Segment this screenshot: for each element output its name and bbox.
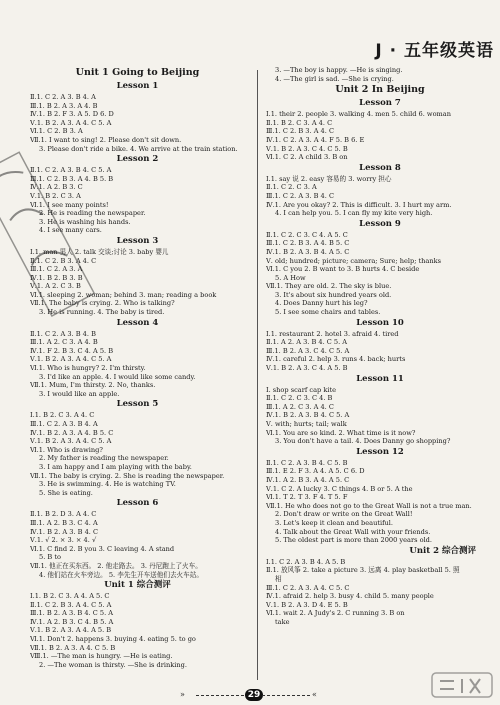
watermark-logo-icon	[430, 671, 494, 699]
answer-line: Ⅰ.1. say 说 2. easy 容易的 3. worry 担心	[266, 174, 392, 183]
footer-dash-right	[262, 695, 310, 696]
answer-line: Ⅶ.1. B 2. A 3. A 4. C 5. B	[30, 643, 116, 652]
answer-line: 3. He is washing his hands.	[39, 217, 131, 226]
section-heading: Lesson 7	[359, 98, 401, 109]
answer-line: Ⅲ.1. B 2. A 3. B 4. C 5. A	[30, 609, 114, 618]
answer-line: 2. —The woman is thirsty. —She is drinking.	[39, 660, 187, 669]
answer-line: Ⅳ.1. C 2. A 3. A 4. F 5. B 6. E	[266, 135, 365, 144]
answer-line: Ⅳ.1. B 2. A 3. B 4. C	[30, 527, 99, 536]
answer-column-right	[266, 66, 494, 626]
answer-line: Ⅶ.1. Mum, I'm thirsty. 2. No, thanks.	[30, 381, 156, 390]
answer-line: 4. I can help you. 5. I can fly my kite very high.	[275, 209, 433, 218]
answer-line: Ⅰ.1. B 2. C 3. A 4. A 5. C	[30, 592, 110, 601]
answer-line: 3. I am happy and I am playing with the baby.	[39, 462, 192, 471]
answer-line: Ⅴ.1. B 2. A 3. D 4. E 5. B	[266, 600, 348, 609]
unit-heading: Unit 2 In Beijing	[335, 84, 425, 96]
answer-line: Ⅴ.1. B 2. A 3. A 4. C 5. A	[30, 118, 112, 127]
answer-line: Ⅲ.1. A 2. C 3. A 4. C	[266, 402, 334, 411]
answer-line: Ⅲ.1. B 2. A 3. A 4. B	[30, 101, 98, 110]
answer-line: Ⅵ.1. Who is drawing?	[30, 445, 103, 454]
answer-line: Ⅳ.1. A 2. B 3. A 4. A 5. C	[266, 475, 350, 484]
answer-line: Ⅳ.1. afraid 2. help 3. busy 4. child 5. many people	[266, 592, 434, 601]
answer-line: Ⅶ.1. The baby is crying. 2. Who is talking?	[30, 299, 175, 308]
answer-line: Ⅵ.1. C find 2. B you 3. C leaving 4. A stand	[30, 544, 175, 553]
answer-line: 2. My father is reading the newspaper.	[39, 454, 169, 463]
answer-line: Ⅰ.1. their 2. people 3. walking 4. men 5. child 6. woman	[266, 110, 451, 119]
answer-line: Ⅲ.1. A 2. B 3. C 4. A	[30, 518, 98, 527]
answer-line: Ⅴ.1. √ 2. × 3. × 4. √	[30, 536, 97, 545]
answer-line: 5. I see some chairs and tables.	[275, 308, 381, 317]
answer-line: Ⅵ.1. T 2. T 3. F 4. T 5. F	[266, 493, 348, 502]
answer-line: Ⅳ.1. Are you okay? 2. This is difficult. 3. I hurt my arm.	[266, 200, 452, 209]
answer-line: Ⅲ.1. A 2. C 3. A 4. B	[30, 338, 98, 347]
answer-line: 2. He is reading the newspaper.	[39, 209, 146, 218]
answer-line: take	[275, 617, 290, 626]
answer-line: Ⅴ.1. B 2. A 3. A 4. A 5. B	[30, 626, 112, 635]
answer-line: 3. You don't have a tail. 4. Does Danny go shopping?	[275, 437, 451, 446]
answer-line: Ⅳ.1. F 2. B 3. C 4. A 5. B	[30, 346, 114, 355]
page-number: 29	[245, 689, 263, 701]
page-header	[0, 0, 500, 66]
answer-line: 4. 他们站在火车旁边。 5. 李先生开车送他们去火车站。	[39, 570, 203, 579]
answer-line: 相	[275, 574, 282, 583]
answer-line: Ⅵ.1. Don't 2. happens 3. buying 4. eating 5. to go	[30, 635, 196, 644]
answer-line: Ⅱ.1. A 2. A 3. B 4. C 5. A	[266, 338, 348, 347]
answer-line: Ⅱ.1. C 2. B 3. A 4. C	[30, 256, 97, 265]
answer-line: Ⅲ.1. B 2. A 3. C 4. C 5. A	[266, 346, 350, 355]
answer-line: 4. Talk about the Great Wall with your friends.	[275, 527, 431, 536]
answer-line: 5. A How	[275, 273, 306, 282]
section-heading: Lesson 11	[356, 373, 404, 384]
section-heading: Lesson 9	[359, 218, 401, 229]
answer-column-left	[30, 66, 245, 669]
answer-line: Ⅵ.1. wait 2. A Judy's 2. C running 3. B on	[266, 609, 405, 618]
answer-line: Ⅱ.1. C 2. C 3. C 4. B	[266, 394, 333, 403]
answer-line: Ⅱ.1. 放风筝 2. take a picture 3. 远离 4. play basketball 5. 照	[266, 566, 460, 575]
section-heading: Lesson 10	[356, 317, 404, 328]
answer-line: 2. Don't draw or write on the Great Wall!	[275, 510, 413, 519]
section-heading: Unit 1 综合测评	[104, 580, 171, 591]
page-footer	[0, 690, 500, 702]
answer-line: Ⅴ. old; hundred; picture; camera; Sure; help; thanks	[266, 256, 441, 265]
section-heading: Lesson 2	[116, 154, 159, 165]
answer-line: Ⅷ.1. —The man is hungry. —He is eating.	[30, 652, 173, 661]
section-heading: Lesson 8	[359, 162, 401, 173]
answer-line: Ⅴ.1. B 2. A 3. A 4. C 5. A	[30, 437, 112, 446]
answer-line: Ⅱ.1. C 2. A 3. B 4. B	[30, 329, 96, 338]
page-title: J · 五年级英语	[375, 41, 494, 61]
answer-line: Ⅳ.1. B 2. A 3. B 4. C 5. A	[266, 411, 350, 420]
answer-line: Ⅳ.1. A 2. B 3. C	[30, 183, 83, 192]
answer-line: Ⅱ.1. C 2. A 3. B 4. C 5. A	[30, 166, 112, 175]
footer-right-arrows: «	[312, 690, 317, 699]
answer-line: Ⅳ.1. careful 2. help 3. runs 4. back; hurts	[266, 355, 406, 364]
answer-line: Ⅴ.1. B 2. A 3. C 4. A 5. B	[266, 364, 348, 373]
answer-line: 3. He is running. 4. The baby is tired.	[39, 308, 165, 317]
answer-line: Ⅵ.1. I see many points!	[30, 200, 109, 209]
answer-line: Ⅴ.1. B 2. C 3. A	[30, 191, 81, 200]
section-heading: Lesson 6	[116, 498, 159, 509]
answer-line: Ⅴ.1. C 2. A lucky 3. C things 4. B or 5. A the	[266, 484, 413, 493]
answer-line: Ⅰ.1. C 2. A 3. B 4. A 5. B	[266, 557, 346, 566]
answer-line: Ⅲ.1. E 2. F 3. A 4. A 5. C 6. D	[266, 467, 365, 476]
answer-line: Ⅱ.1. C 2. B 3. A 4. C 5. A	[30, 600, 112, 609]
answer-line: Ⅵ.1. C 2. B 3. A	[30, 127, 83, 136]
unit-heading: Unit 1 Going to Beijing	[75, 67, 200, 78]
answer-line: Ⅱ.1. B 2. D 3. A 4. C	[30, 510, 97, 519]
column-divider	[257, 70, 258, 680]
answer-line: Ⅳ.1. B 2. A 3. B 4. A 5. C	[266, 247, 350, 256]
answer-line: 3. Please don't ride a bike. 4. We arrive at the train station.	[39, 144, 238, 153]
answer-line: Ⅳ.1. B 2. F 3. A 5. D 6. D	[30, 110, 114, 119]
answer-line: Ⅱ.1. B 2. C 3. A 4. C	[266, 118, 333, 127]
answer-line: Ⅰ.1. restaurant 2. hotel 3. afraid 4. tired	[266, 329, 399, 338]
section-heading: Lesson 1	[116, 81, 159, 91]
answer-line: 4. Does Danny hurt his leg?	[275, 299, 368, 308]
answer-line: Ⅰ.1. man 男人 2. talk 交谈;讨论 3. baby 婴儿	[30, 247, 169, 256]
answer-line: 4. I see many cars.	[39, 226, 102, 235]
answer-line: Ⅰ. shop scarf cap kite	[266, 385, 337, 394]
answer-line: 3. —The boy is happy. —He is singing.	[275, 66, 403, 74]
answer-line: Ⅱ.1. C 2. C 3. A	[266, 183, 317, 192]
section-heading: Unit 2 综合测评	[409, 545, 476, 556]
answer-line: Ⅶ.1. The baby is crying. 2. She is reading the newspaper.	[30, 471, 225, 480]
answer-line: Ⅵ.1. Who is hungry? 2. I'm thirsty.	[30, 364, 146, 373]
answer-line: Ⅵ.1. C you 2. B want to 3. B hurts 4. C beside	[266, 265, 420, 274]
answer-line: 3. Let's keep it clean and beautiful.	[275, 518, 394, 527]
answer-line: Ⅴ.1. B 2. A 3. A 4. C 5. A	[30, 355, 112, 364]
answer-line: Ⅲ.1. C 2. B 3. A 4. B 5. B	[30, 174, 114, 183]
answer-line: Ⅶ.1. They are old. 2. The sky is blue.	[266, 282, 392, 291]
answer-line: Ⅶ.1. 他正在买东西。 2. 他走路去。 3. 丹尼跑上了火车。	[30, 561, 202, 570]
answer-line: 3. I would like an apple.	[39, 389, 120, 398]
section-heading: Lesson 3	[116, 235, 159, 246]
answer-line: Ⅵ.1. C 2. A child 3. B on	[266, 153, 348, 162]
answer-line: Ⅳ.1. A 2. B 3. C 4. B 5. A	[30, 617, 114, 626]
answer-line: Ⅴ. with; hurts; tail; walk	[266, 420, 347, 428]
answer-line: Ⅴ.1. B 2. A 3. C 4. C 5. B	[266, 144, 348, 153]
answer-line: 3. It's about six hundred years old.	[275, 290, 392, 299]
section-heading: Lesson 12	[356, 446, 404, 457]
answer-line: Ⅰ.1. B 2. C 3. A 4. C	[30, 411, 95, 420]
answer-line: Ⅲ.1. C 2. A 3. B 4. C	[266, 191, 334, 200]
answer-line: 4. —The girl is sad. —She is crying.	[275, 74, 394, 83]
answer-line: Ⅵ.1. You are so kind. 2. What time is it now?	[266, 428, 416, 437]
footer-left-arrows: »	[180, 690, 185, 699]
answer-line: 3. He is swimming. 4. He is watching TV.	[39, 480, 176, 489]
answer-line: 3. I'd like an apple. 4. I would like some candy.	[39, 372, 196, 381]
answer-line: Ⅱ.1. C 2. A 3. B 4. A	[30, 93, 96, 101]
answer-line: Ⅲ.1. C 2. B 3. A 4. B 5. C	[266, 239, 350, 248]
answer-line: 5. She is eating.	[39, 488, 93, 497]
answer-line: Ⅲ.1. C 2. A 3. A 4. C 5. C	[266, 583, 350, 592]
answer-line: Ⅵ.1. sleeping 2. woman; behind 3. man; reading a book	[30, 290, 217, 299]
answer-line: Ⅴ.1. A 2. C 3. B	[30, 282, 81, 291]
section-heading: Lesson 4	[116, 317, 159, 328]
answer-line: 5. The oldest part is more than 2000 years old.	[275, 536, 433, 545]
answer-line: Ⅳ.1. B 2. A 3. A 4. B 5. C	[30, 428, 114, 437]
answer-line: Ⅳ.1. B 2. B 3. B	[30, 273, 83, 282]
footer-dash-left	[196, 695, 244, 696]
answer-line: Ⅶ.1. I want to sing! 2. Please don't sit down.	[30, 135, 182, 144]
section-heading: Lesson 5	[116, 399, 159, 410]
answer-line: Ⅱ.1. C 2. A 3. B 4. C 5. B	[266, 458, 348, 467]
answer-line: Ⅱ.1. C 2. C 3. C 4. A 5. C	[266, 230, 348, 239]
answer-line: Ⅶ.1. He who does not go to the Great Wall is not a true man.	[266, 501, 472, 510]
answer-line: Ⅲ.1. C 2. B 3. A 4. C	[266, 127, 334, 136]
answer-line: Ⅲ.1. C 2. A 3. B 4. A	[30, 420, 98, 428]
answer-line: 5. B to	[39, 553, 61, 562]
answer-line: Ⅲ.1. C 2. A 3. A	[30, 265, 83, 274]
